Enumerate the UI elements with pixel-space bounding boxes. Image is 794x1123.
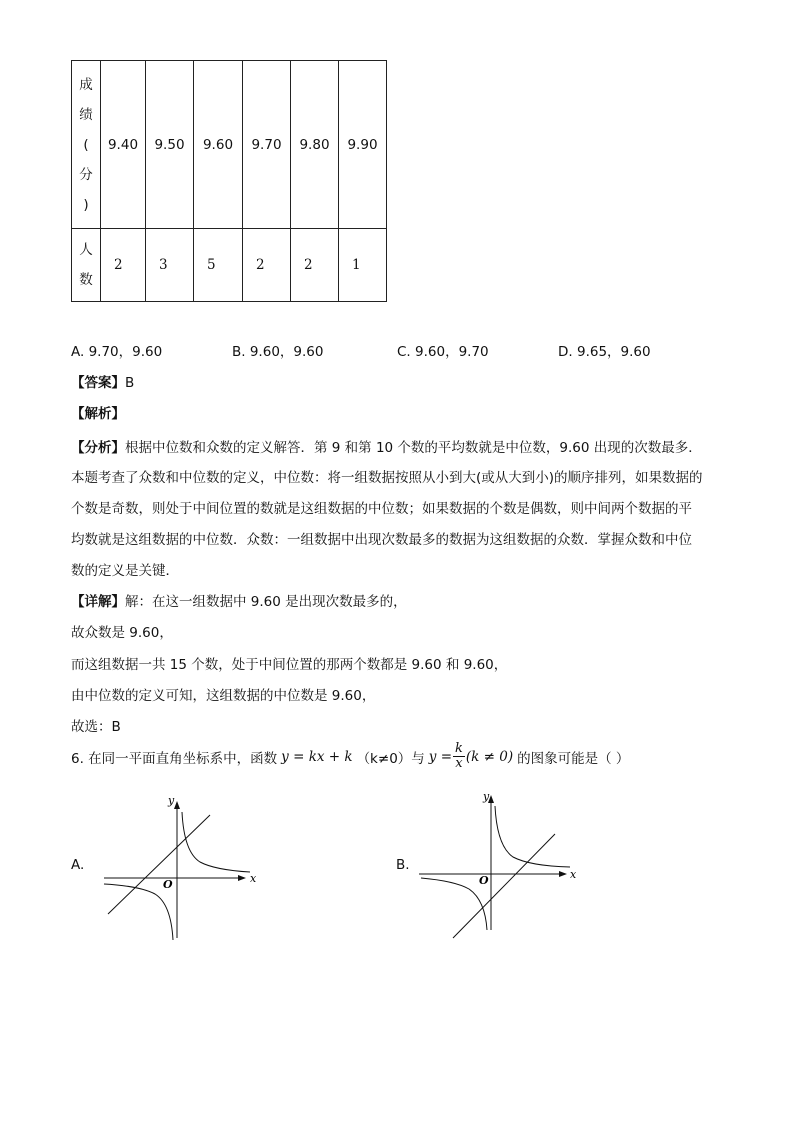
analysis-tag: 【解析】: [71, 406, 125, 422]
origin-label: O: [479, 874, 489, 887]
score-header-char: 分: [79, 166, 93, 183]
q5-option-a: A. 9.70，9.60: [71, 344, 163, 360]
detail-line: 而这组数据一共 15 个数，处于中间位置的那两个数都是 9.60 和 9.60，: [71, 657, 508, 673]
score-header-char: (: [83, 136, 89, 153]
count-cell: 5: [194, 229, 243, 302]
q6-cond2: (k ≠ 0): [465, 748, 514, 765]
q6-fraction: [453, 742, 465, 771]
x-axis-arrow: [559, 871, 567, 877]
score-cell: 9.40: [101, 61, 146, 229]
table-row-counts: [72, 229, 387, 302]
q6-cond1: （k≠0）与: [356, 750, 425, 767]
q5-option-d: D. 9.65，9.60: [558, 344, 651, 360]
linear-function-line: [453, 834, 555, 938]
hyperbola-branch-q1: [495, 806, 570, 867]
hyperbola-branch-q3: [104, 884, 173, 940]
x-axis-label: x: [250, 872, 257, 885]
q5-option-c: C. 9.60，9.70: [397, 344, 489, 360]
answer-value: B: [125, 375, 135, 391]
y-axis-arrow: [174, 801, 180, 809]
y-axis-label: y: [168, 794, 175, 807]
score-header-char: ): [83, 196, 89, 213]
q6-frac-den: x: [455, 756, 463, 771]
detail-line: 由中位数的定义可知，这组数据的中位数是 9.60，: [71, 688, 376, 704]
q6-prefix: 6. 在同一平面直角坐标系中，函数: [71, 750, 278, 767]
score-header-char: 绩: [79, 106, 93, 123]
count-header-char: 人: [79, 242, 93, 258]
linear-function-line: [108, 815, 210, 914]
score-cell: 9.90: [339, 61, 387, 229]
fenxi-text: 根据中位数和众数的定义解答．第 9 和第 10 个数的平均数就是中位数，9.60 出现的次数最多．: [125, 440, 702, 456]
xiangjie-line: [71, 590, 407, 610]
xiangjie-text: 解：在这一组数据中 9.60 是出现次数最多的，: [125, 594, 407, 610]
table-row-scores: [72, 61, 387, 229]
answer-line: [71, 371, 134, 391]
score-header-cell: [72, 61, 101, 229]
x-axis-label: x: [570, 868, 577, 881]
count-cell: 2: [291, 229, 339, 302]
q6-suffix: 的图象可能是（ ）: [517, 750, 630, 767]
count-header-char: 数: [79, 272, 93, 288]
q6-option-b-label: B.: [396, 857, 410, 873]
q6-func2-lhs: y =: [428, 748, 453, 765]
fenxi-tag: 【分析】: [71, 440, 125, 456]
origin-label: O: [163, 878, 173, 891]
count-cell: 1: [339, 229, 387, 302]
analysis-paragraph-line: 数的定义是关键．: [71, 563, 179, 579]
q6-option-a-label: A.: [71, 857, 85, 873]
score-cell: 9.60: [194, 61, 243, 229]
score-cell: 9.80: [291, 61, 339, 229]
detail-line: 故选：B: [71, 719, 121, 735]
q6-option-a-graph: [100, 790, 260, 950]
y-axis-label: y: [483, 790, 490, 803]
analysis-paragraph-line: 本题考查了众数和中位数的定义，中位数：将一组数据按照从小到大(或从大到小)的顺序排列，如果数据的: [71, 470, 703, 486]
count-cell: 3: [146, 229, 194, 302]
answer-tag: 【答案】: [71, 375, 125, 391]
q6-stem: [71, 742, 629, 771]
analysis-paragraph-line: 均数就是这组数据的中位数．众数：一组数据中出现次数最多的数据为这组数据的众数．掌握众数和中位: [71, 532, 692, 548]
x-axis-arrow: [238, 875, 246, 881]
count-cell: 2: [101, 229, 146, 302]
count-header-cell: [72, 229, 101, 302]
count-cell: 2: [243, 229, 291, 302]
q6-func1: y = kx + k: [281, 748, 353, 765]
score-cell: 9.70: [243, 61, 291, 229]
hyperbola-branch-q1: [182, 812, 250, 872]
detail-line: 故众数是 9.60，: [71, 625, 173, 641]
score-cell: 9.50: [146, 61, 194, 229]
score-table: [71, 60, 387, 302]
q5-option-b: B. 9.60，9.60: [232, 344, 324, 360]
q6-frac-num: k: [455, 741, 463, 756]
fenxi-line: [71, 436, 702, 456]
xiangjie-tag: 【详解】: [71, 594, 125, 610]
analysis-paragraph-line: 个数是奇数，则处于中间位置的数就是这组数据的中位数；如果数据的个数是偶数，则中间两个数据的平: [71, 501, 692, 517]
q6-option-b-graph: [415, 790, 580, 950]
score-header-char: 成: [79, 76, 93, 93]
hyperbola-branch-q3: [421, 878, 487, 930]
